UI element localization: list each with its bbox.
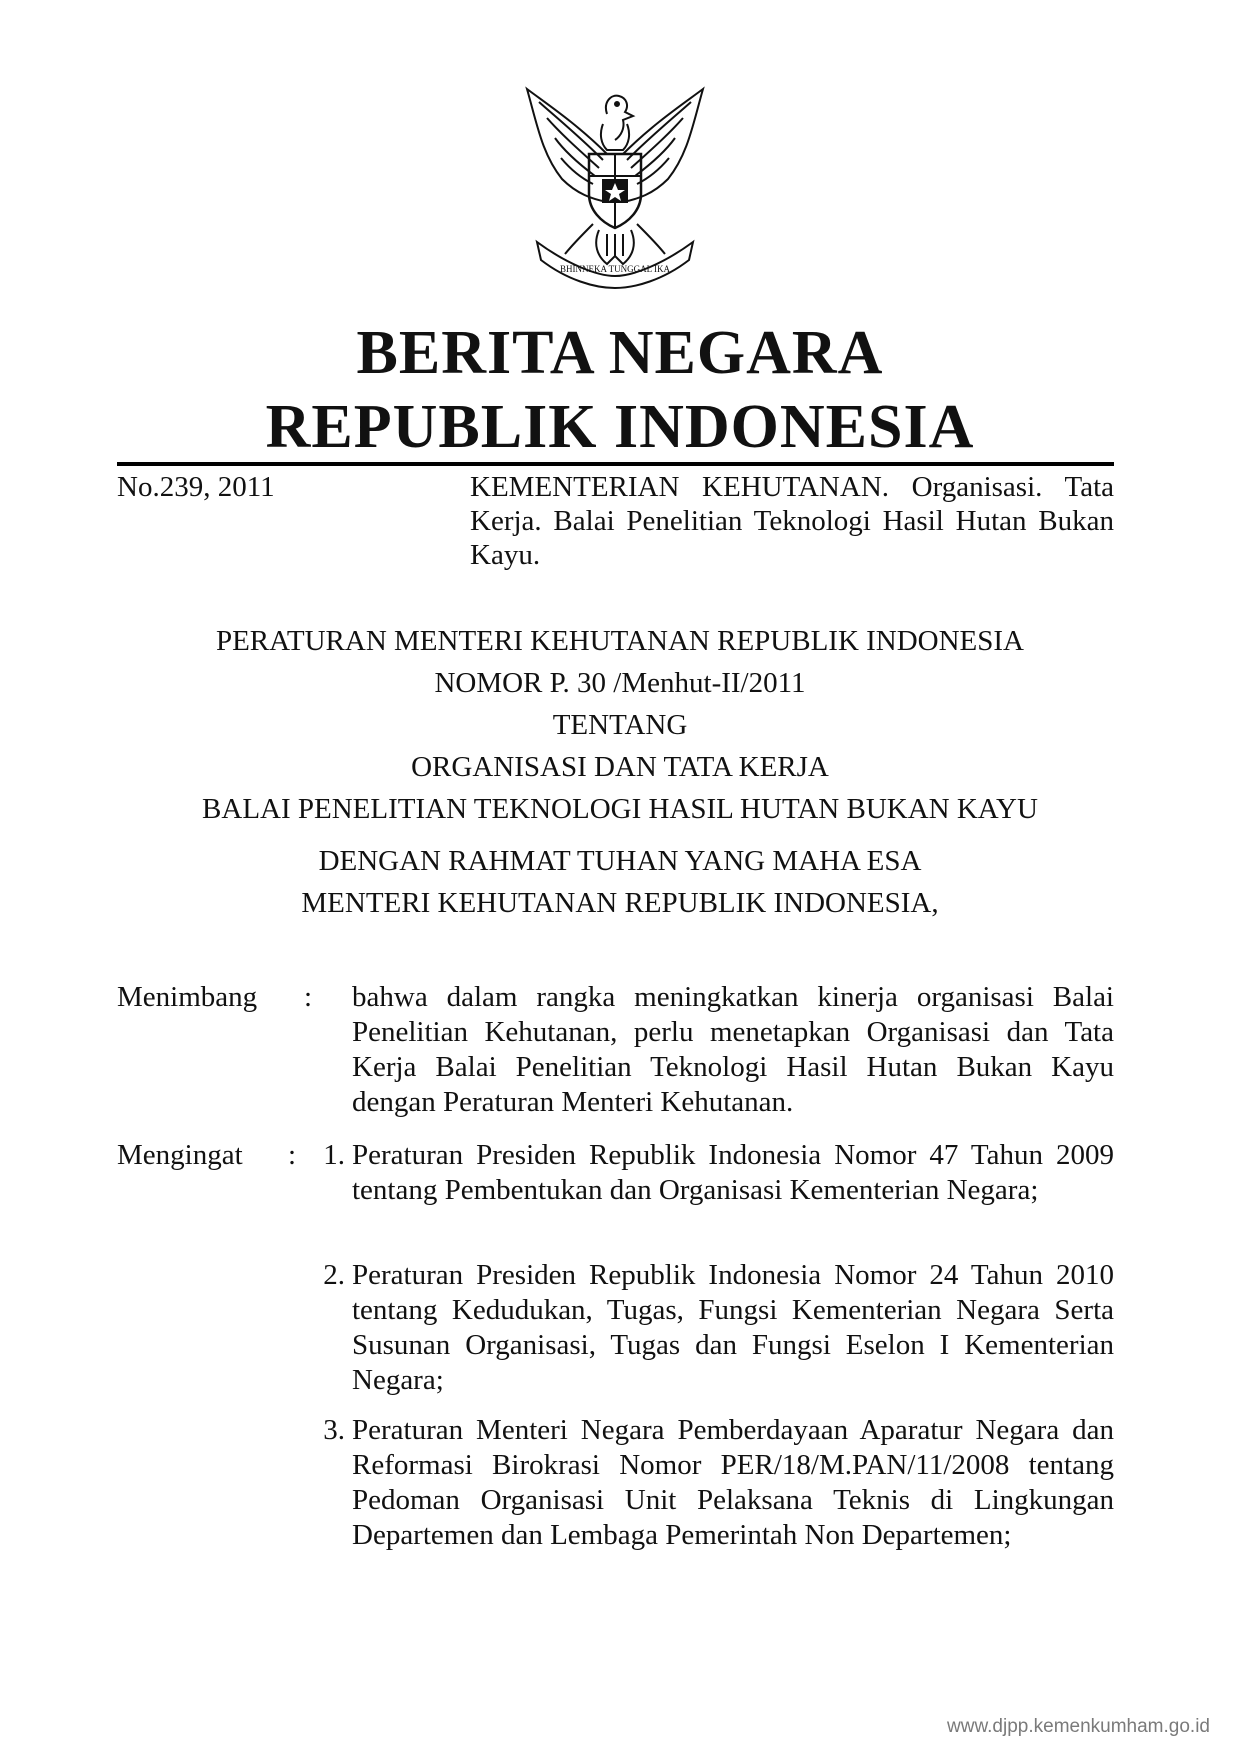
masthead-line-2: REPUBLIK INDONESIA — [265, 393, 975, 461]
masthead-rule — [117, 462, 1114, 466]
issue-summary: KEMENTERIAN KEHUTANAN. Organisasi. Tata Kerja. Balai Penelitian Teknologi Hasil Hutan Bukan Kayu. — [470, 471, 1114, 571]
title-line-4: ORGANISASI DAN TATA KERJA — [411, 751, 829, 783]
footer-watermark: www.djpp.kemenkumham.go.id — [947, 1716, 1210, 1737]
opening-line-2: MENTERI KEHUTANAN REPUBLIK INDONESIA, — [301, 887, 939, 919]
menimbang-colon: : — [304, 981, 313, 1013]
mengingat-item-2-number: 2. — [323, 1259, 345, 1291]
mengingat-item-2-text: Peraturan Presiden Republik Indonesia Nomor 24 Tahun 2010 tentang Kedudukan, Tugas, Fungsi Kementerian Negara Serta Susunan Organisasi, Tugas dan Fungsi Eselon I Kementerian Negara; — [352, 1259, 1114, 1396]
title-line-2: NOMOR P. 30 /Menhut-II/2011 — [434, 667, 806, 699]
opening-formula — [0, 840, 1240, 924]
mengingat-item-1-text: Peraturan Presiden Republik Indonesia Nomor 47 Tahun 2009 tentang Pembentukan dan Organisasi Kementerian Negara; — [352, 1139, 1114, 1206]
mengingat-item-3-number: 3. — [323, 1414, 345, 1446]
garuda-pancasila-emblem-icon — [507, 84, 723, 294]
issue-number: No.239, 2011 — [117, 471, 275, 503]
title-line-3: TENTANG — [552, 709, 688, 741]
mengingat-label: Mengingat — [117, 1139, 243, 1171]
title-line-1: PERATURAN MENTERI KEHUTANAN REPUBLIK INDONESIA — [215, 625, 1025, 657]
masthead-line-1: BERITA NEGARA — [356, 319, 884, 387]
regulation-title — [0, 620, 1240, 830]
emblem-motto: BHINNEKA TUNGGAL IKA — [560, 264, 670, 274]
mengingat-item-1-number: 1. — [323, 1139, 345, 1171]
menimbang-label: Menimbang — [117, 981, 258, 1013]
mengingat-colon: : — [288, 1139, 297, 1171]
title-line-5: BALAI PENELITIAN TEKNOLOGI HASIL HUTAN BUKAN KAYU — [202, 793, 1038, 825]
menimbang-text: bahwa dalam rangka meningkatkan kinerja organisasi Balai Penelitian Kehutanan, perlu menetapkan Organisasi dan Tata Kerja Balai Penelitian Teknologi Hasil Hutan Bukan Kayu dengan Peraturan Menteri Kehutanan. — [352, 981, 1114, 1118]
opening-line-1: DENGAN RAHMAT TUHAN YANG MAHA ESA — [318, 845, 922, 877]
mengingat-item-3-text: Peraturan Menteri Negara Pemberdayaan Aparatur Negara dan Reformasi Birokrasi Nomor PER/18/M.PAN/11/2008 tentang Pedoman Organisasi Unit Pelaksana Teknis di Lingkungan Departemen dan Lembaga Pemerintah Non Departemen; — [352, 1414, 1114, 1551]
